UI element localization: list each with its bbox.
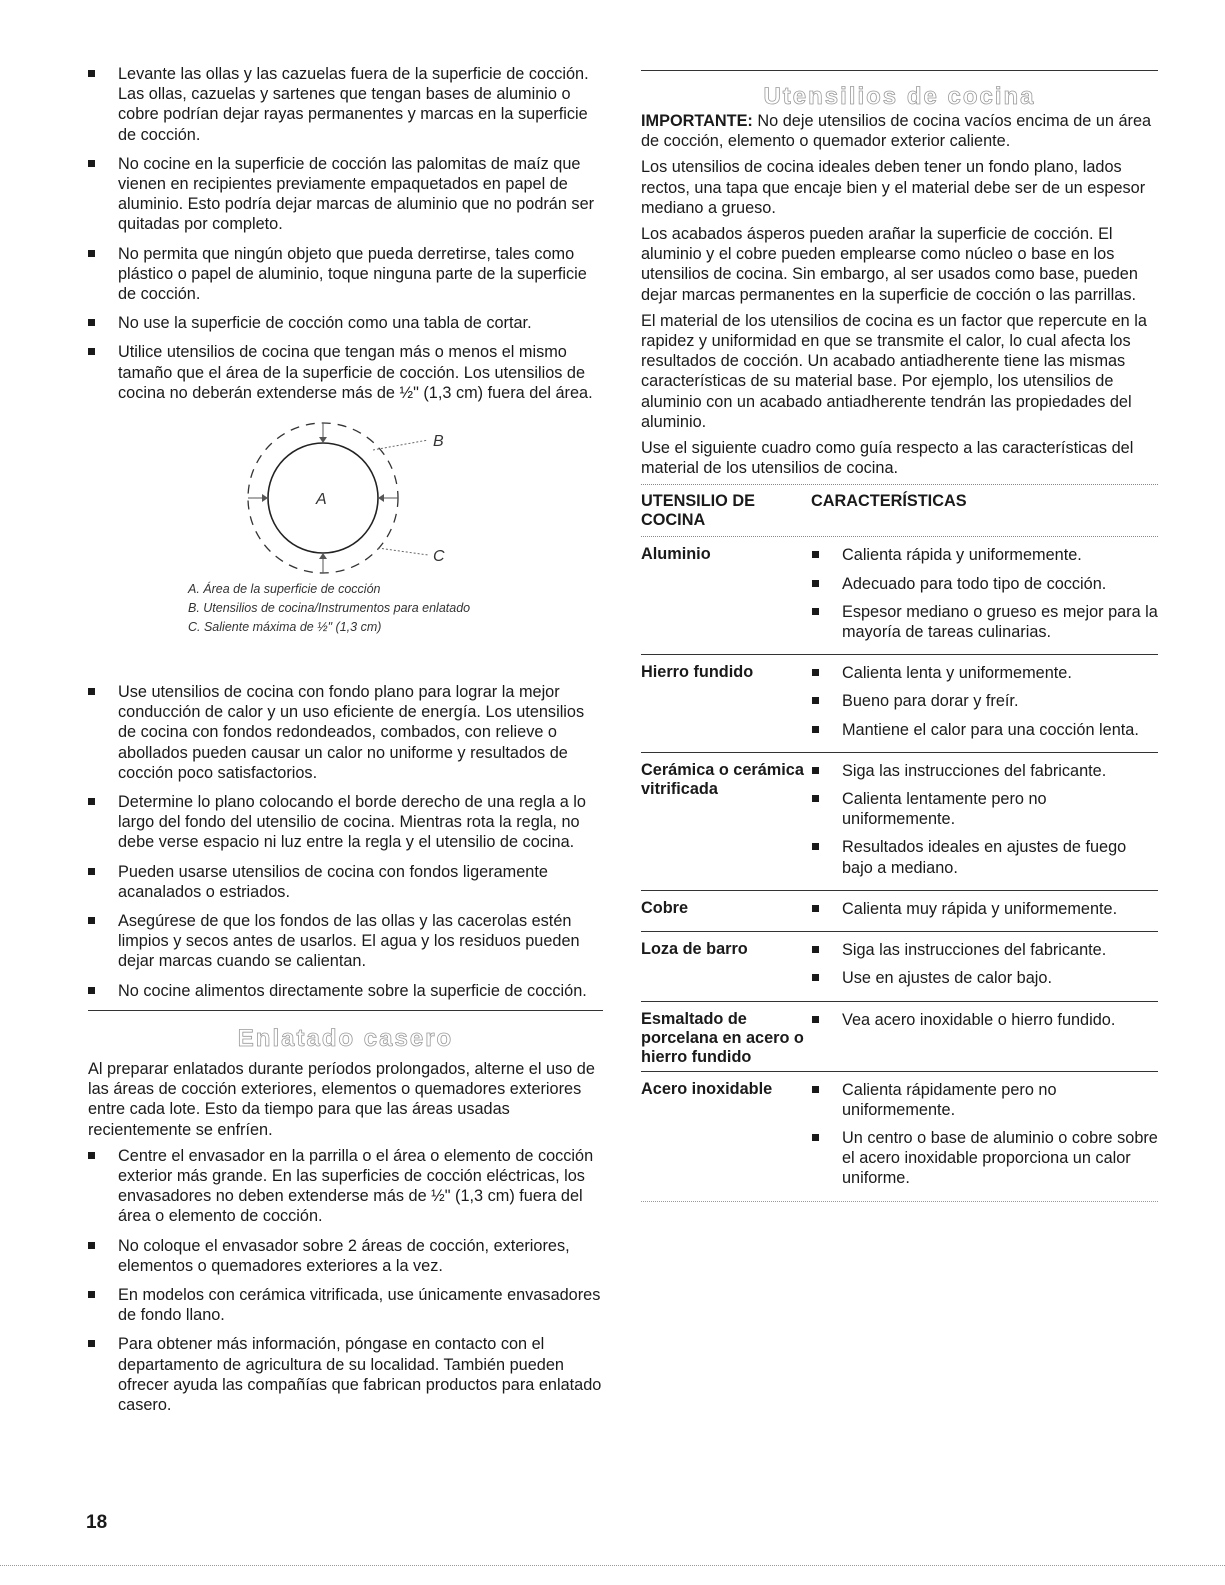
arrow-head bbox=[262, 494, 268, 502]
list-item: Un centro o base de aluminio o cobre sobre el acero inoxidable proporciona un calor uniforme. bbox=[812, 1128, 1158, 1189]
section-title-cookware: Utensilios de cocina bbox=[763, 83, 1036, 110]
list-item: Calienta muy rápida y uniformemente. bbox=[812, 899, 1158, 919]
material-name: Cobre bbox=[641, 898, 689, 917]
characteristics-list bbox=[812, 940, 1158, 996]
right-column bbox=[641, 70, 1158, 1202]
table-row bbox=[641, 1072, 1158, 1202]
table-header bbox=[641, 484, 1158, 537]
figure-caption bbox=[188, 580, 470, 637]
paragraph: Use el siguiente cuadro como guía respecto a las características del material de los utensilios de cocina. bbox=[641, 439, 1134, 478]
material-name: Esmaltado de porcelana en acero o hierro fundido bbox=[641, 1009, 804, 1066]
table-row bbox=[641, 932, 1158, 1001]
characteristics-list bbox=[812, 899, 1158, 927]
list-item: Calienta rápidamente pero no uniformemente. bbox=[812, 1080, 1158, 1120]
material-name: Loza de barro bbox=[641, 940, 748, 959]
list-item: No cocine en la superficie de cocción las palomitas de maíz que vienen en recipientes previamente empaquetados en papel de aluminio. Esto podría dejar marcas de aluminio que no podrán ser quitadas por completo. bbox=[88, 154, 603, 235]
paragraph: El material de los utensilios de cocina es un factor que repercute en la rapidez y uniformidad en que se transmite el calor, lo cual afecta los resultados de cocción. Un acabado antiadherente tiene las mismas características de su material base. Por ejemplo, los utensilios de aluminio con un acabado antiadherente tendrán las propiedades del aluminio. bbox=[641, 311, 1147, 431]
label-c: C bbox=[433, 548, 445, 566]
column-header-characteristics: CARACTERÍSTICAS bbox=[811, 492, 967, 511]
cookware-table bbox=[641, 484, 1158, 1201]
list-item: No use la superficie de cocción como una tabla de cortar. bbox=[88, 313, 603, 333]
bullet-list-canning bbox=[88, 1146, 603, 1415]
list-item: Calienta lenta y uniformemente. bbox=[812, 663, 1158, 683]
list-item: Siga las instrucciones del fabricante. bbox=[812, 940, 1158, 960]
list-item: No coloque el envasador sobre 2 áreas de cocción, exteriores, elementos o quemadores exteriores a la vez. bbox=[88, 1236, 603, 1276]
material-name: Hierro fundido bbox=[641, 663, 754, 682]
paragraph: Los utensilios de cocina ideales deben tener un fondo plano, lados rectos, una tapa que encaje bien y el material debe ser de un espesor mediano a grueso. bbox=[641, 158, 1146, 217]
list-item: Bueno para dorar y freír. bbox=[812, 691, 1158, 711]
section-title-canning: Enlatado casero bbox=[237, 1024, 454, 1052]
caption-c: C. Saliente máxima de ½" (1,3 cm) bbox=[188, 620, 382, 635]
important-label: IMPORTANTE: bbox=[641, 112, 753, 130]
list-item: Pueden usarse utensilios de cocina con fondos ligeramente acanalados o estriados. bbox=[88, 862, 603, 902]
list-item: Asegúrese de que los fondos de las ollas y las cacerolas estén limpios y secos antes de usarlos. El agua y los residuos pueden dejar marcas cuando se calientan. bbox=[88, 911, 603, 972]
characteristics-list bbox=[812, 761, 1158, 886]
list-item: Use en ajustes de calor bajo. bbox=[812, 968, 1158, 988]
list-item: En modelos con cerámica vitrificada, use únicamente envasadores de fondo llano. bbox=[88, 1285, 603, 1325]
characteristics-list bbox=[812, 545, 1158, 650]
list-item: Utilice utensilios de cocina que tengan más o menos el mismo tamaño que el área de la superficie de cocción. Los utensilios de cocina no deberán extenderse más de ½" (1,3 cm) fuera del área. bbox=[88, 342, 603, 403]
list-item: Vea acero inoxidable o hierro fundido. bbox=[812, 1010, 1158, 1030]
list-item: Mantiene el calor para una cocción lenta. bbox=[812, 720, 1158, 740]
canning-intro: Al preparar enlatados durante períodos prolongados, alterne el uso de las áreas de cocción exteriores, elementos o quemadores exteriores entre cada lote. Esto da tiempo para que las áreas usadas recientemente se enfríen. bbox=[88, 1059, 595, 1139]
list-item: No permita que ningún objeto que pueda derretirse, tales como plástico o papel de aluminio, toque ninguna parte de la superficie de cocción. bbox=[88, 244, 603, 305]
list-item: No cocine alimentos directamente sobre la superficie de cocción. bbox=[88, 981, 603, 1001]
list-item: Espesor mediano o grueso es mejor para la mayoría de tareas culinarias. bbox=[812, 602, 1158, 642]
arrow-head bbox=[378, 494, 384, 502]
cookware-diagram-drawing bbox=[228, 418, 558, 578]
characteristics-list bbox=[812, 1010, 1158, 1067]
list-item: Adecuado para todo tipo de cocción. bbox=[812, 574, 1158, 594]
list-item: Calienta rápida y uniformemente. bbox=[812, 545, 1158, 565]
label-b: B bbox=[433, 433, 444, 451]
table-row bbox=[641, 753, 1158, 891]
cookware-diagram bbox=[88, 412, 603, 682]
bullet-list-top bbox=[88, 64, 603, 403]
list-item: Para obtener más información, póngase en contacto con el departamento de agricultura de su localidad. También pueden ofrecer ayuda las compañías que fabrican productos para enlatado casero. bbox=[88, 1334, 603, 1415]
leader-c bbox=[378, 548, 428, 555]
leader-b bbox=[373, 440, 428, 450]
characteristics-list bbox=[812, 1080, 1158, 1197]
characteristics-list bbox=[812, 663, 1158, 748]
table-row bbox=[641, 1002, 1158, 1072]
table-row bbox=[641, 891, 1158, 932]
label-a: A bbox=[316, 491, 327, 509]
section-divider bbox=[88, 1010, 603, 1011]
caption-b: B. Utensilios de cocina/Instrumentos para enlatado bbox=[188, 601, 471, 616]
important-text: No deje utensilios de cocina vacíos encima de un área de cocción, elemento o quemador exterior caliente. bbox=[641, 112, 1152, 151]
list-item: Calienta lentamente pero no uniformemente. bbox=[812, 789, 1158, 829]
material-name: Cerámica o cerámica vitrificada bbox=[641, 760, 804, 798]
material-name: Aluminio bbox=[641, 545, 711, 564]
section-divider bbox=[641, 70, 1158, 71]
list-item: Siga las instrucciones del fabricante. bbox=[812, 761, 1158, 781]
column-header-material: UTENSILIO DE COCINA bbox=[641, 492, 755, 530]
list-item: Resultados ideales en ajustes de fuego bajo a mediano. bbox=[812, 837, 1158, 877]
list-item: Use utensilios de cocina con fondo plano para lograr la mejor conducción de calor y un uso eficiente de energía. Los utensilios de cocina con fondos redondeados, combados, con relieve o abollados pueden causar un calor no uniforme y resultados de cocción poco satisfactorios. bbox=[88, 682, 603, 783]
material-name: Acero inoxidable bbox=[641, 1079, 773, 1098]
arrow-head bbox=[319, 437, 327, 443]
list-item: Centre el envasador en la parrilla o el área o elemento de cocción exterior más grande. En las superficies de cocción eléctricas, los envasadores no deben extenderse más de ½" (1,3 cm) fuera del área o elemento de cocción. bbox=[88, 1146, 603, 1227]
arrow-head bbox=[319, 553, 327, 559]
left-column bbox=[88, 64, 603, 1424]
table-row bbox=[641, 655, 1158, 753]
caption-a: A. Área de la superficie de cocción bbox=[188, 582, 381, 597]
page-number: 18 bbox=[86, 1512, 108, 1533]
table-row bbox=[641, 537, 1158, 655]
list-item: Determine lo plano colocando el borde derecho de una regla a lo largo del fondo del utensilio de cocina. Mientras rota la regla, no debe verse espacio ni luz entre la regla y el utensilio de cocina. bbox=[88, 792, 603, 853]
list-item: Levante las ollas y las cazuelas fuera de la superficie de cocción. Las ollas, cazuelas y sartenes que tengan bases de aluminio o cobre podrían dejar rayas permanentes y marcas en la superficie de cocción. bbox=[88, 64, 603, 145]
bullet-list-mid bbox=[88, 682, 603, 1001]
paragraph: Los acabados ásperos pueden arañar la superficie de cocción. El aluminio y el cobre pueden emplearse como núcleo o base en los utensilios de cocina. Sin embargo, al ser usados como base, pueden dejar marcas permanentes en la superficie de cocción o las parrillas. bbox=[641, 225, 1138, 304]
important-note bbox=[641, 111, 1158, 151]
bottom-divider bbox=[0, 1565, 1225, 1566]
